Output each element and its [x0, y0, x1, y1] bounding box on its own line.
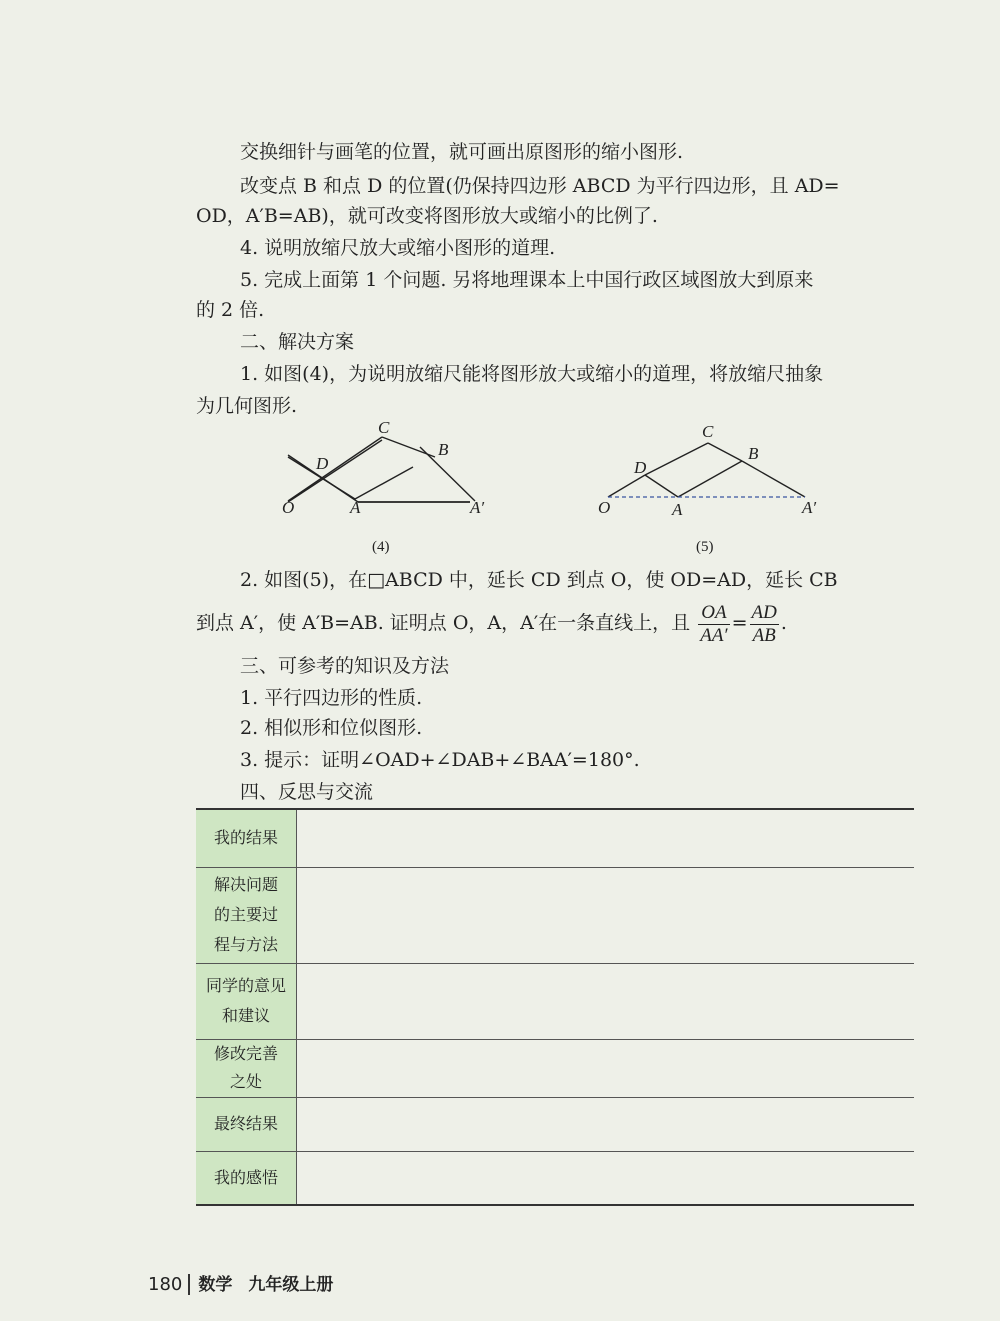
- row-label-improvements: 修改完善 之处: [196, 1039, 297, 1097]
- table-row: [196, 1097, 914, 1151]
- table-row: [196, 963, 914, 1039]
- sentence-end: .: [780, 612, 787, 634]
- paragraph-4-line-1: 5. 完成上面第 1 个问题. 另将地理课本上中国行政区域图放大到原来: [240, 269, 814, 291]
- fig4-label-a: A: [350, 498, 361, 517]
- fraction-oa-over-aa-prime: $\frac{OA}{AA'}$: [700, 601, 728, 646]
- row-entry-my-result[interactable]: [297, 809, 915, 867]
- figure-4-lines: [270, 415, 510, 560]
- paragraph-2-line-1: 改变点 B 和点 D 的位置(仍保持四边形 ABCD 为平行四边形，且 AD=: [240, 175, 840, 197]
- paragraph-4-line-2: 的 2 倍.: [196, 299, 265, 321]
- table-row: [196, 1151, 914, 1205]
- row-entry-process[interactable]: [297, 867, 915, 963]
- section-2-item-2-line-2: [196, 598, 787, 648]
- paragraph-2-line-2: OD，A′B=AB)，就可改变将图形放大或缩小的比例了.: [196, 205, 658, 227]
- footer-book: 九年级上册: [248, 1275, 334, 1295]
- section-3-item-3: 3. 提示：证明∠OAD+∠DAB+∠BAA′=180°.: [240, 749, 640, 771]
- fig4-label-d: D: [316, 454, 329, 473]
- fig5-label-a: A: [672, 500, 683, 519]
- fraction-ad-over-ab: $\frac{AD}{AB}$: [751, 601, 777, 646]
- section-2-item-1-line-1: 1. 如图(4)，为说明放缩尺能将图形放大或缩小的道理，将放缩尺抽象: [240, 363, 824, 385]
- page-footer: [148, 1270, 333, 1295]
- page-number: 180: [148, 1274, 190, 1295]
- footer-subject: 数学: [198, 1275, 233, 1295]
- section-2-item-1-line-2: 为几何图形.: [196, 395, 298, 417]
- paragraph-1: 交换细针与画笔的位置，就可画出原图形的缩小图形.: [240, 141, 684, 163]
- fig4-label-a-prime: A′: [470, 498, 485, 517]
- fig5-label-b: B: [748, 444, 759, 463]
- row-entry-reflection[interactable]: [297, 1151, 915, 1205]
- row-entry-final-result[interactable]: [297, 1097, 915, 1151]
- row-entry-improvements[interactable]: [297, 1039, 915, 1097]
- reflection-table: [196, 808, 914, 1206]
- table-row: [196, 1039, 914, 1097]
- section-2-heading: 二、解决方案: [240, 331, 355, 353]
- section-2-item-2-line-1: 2. 如图(5)，在□ABCD 中，延长 CD 到点 O，使 OD=AD，延长 CB: [240, 569, 838, 591]
- table-row: [196, 867, 914, 963]
- table-row: [196, 809, 914, 867]
- paragraph-3: 4. 说明放缩尺放大或缩小图形的道理.: [240, 237, 556, 259]
- row-label-process: 解决问题 的主要过 程与方法: [196, 867, 297, 963]
- fig4-label-c: C: [378, 418, 390, 437]
- section-3-item-2: 2. 相似形和位似图形.: [240, 717, 423, 739]
- section-3-heading: 三、可参考的知识及方法: [240, 655, 450, 677]
- figure-5-diagram: [590, 415, 840, 560]
- item-2-text: 到点 A′，使 A′B=AB. 证明点 O，A，A′在一条直线上，且: [196, 612, 691, 634]
- section-4-heading: 四、反思与交流: [240, 781, 374, 803]
- fig4-label-o: O: [282, 498, 295, 517]
- row-label-reflection: 我的感悟: [196, 1151, 297, 1205]
- fig4-label-b: B: [438, 440, 449, 459]
- row-label-my-result: 我的结果: [196, 809, 297, 867]
- fig5-label-o: O: [598, 498, 611, 517]
- row-entry-peer-suggestions[interactable]: [297, 963, 915, 1039]
- row-label-peer-suggestions: 同学的意见 和建议: [196, 963, 297, 1039]
- row-label-final-result: 最终结果: [196, 1097, 297, 1151]
- fig5-caption: (5): [696, 539, 714, 555]
- fig5-label-d: D: [634, 458, 647, 477]
- section-3-item-1: 1. 平行四边形的性质.: [240, 687, 423, 709]
- fraction-equals: =: [731, 612, 748, 634]
- fig5-label-a-prime: A′: [802, 498, 817, 517]
- fig4-caption: (4): [372, 539, 390, 555]
- fig5-label-c: C: [702, 422, 714, 441]
